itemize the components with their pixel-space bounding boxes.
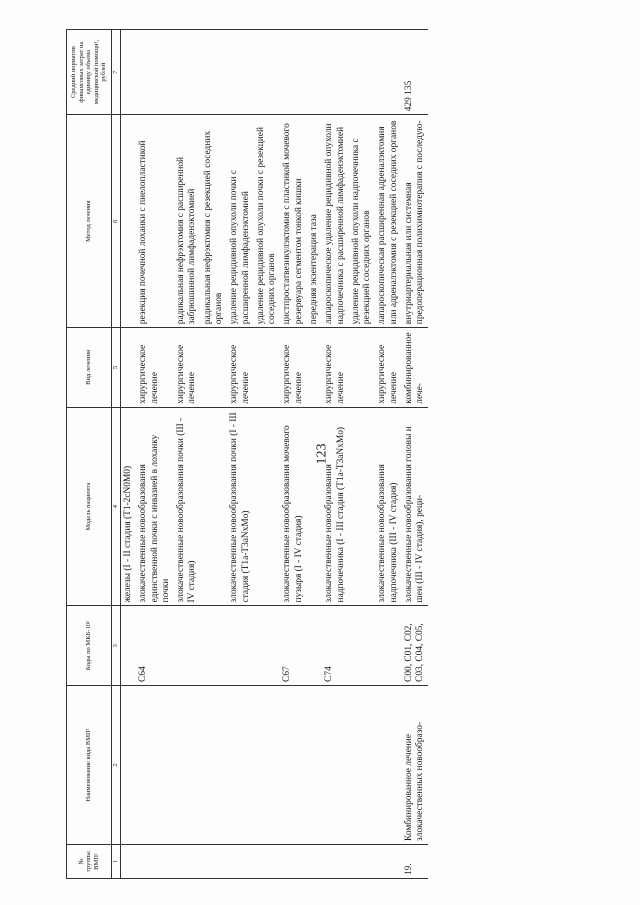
group-number-cell <box>375 844 402 878</box>
vmp-name-cell <box>322 685 349 844</box>
treatment-type-cell: хирургическое лечение <box>375 328 402 408</box>
vmp-name-cell <box>227 685 254 844</box>
treatment-method-cell: передняя экзентерация таза <box>307 115 322 328</box>
treatment-method-cell: цистпростатвезикулэктомия с пластикой мочевого резервуара сегментом тонкой кишки <box>280 115 307 328</box>
treatment-method-cell: удаление рецидивной опухоли почки с расширенной лимфаденэктомией <box>227 115 254 328</box>
column-number: 7 <box>112 30 121 115</box>
header-icd-codes: Коды по МКБ-10² <box>67 606 112 686</box>
column-number: 4 <box>112 407 121 606</box>
header-group-number: № группы ВМП¹ <box>67 844 112 878</box>
column-number: 3 <box>112 606 121 686</box>
table-row <box>322 30 349 879</box>
treatment-method-cell: радикальная нефрэктомия с резекцией соседних органов <box>201 115 228 328</box>
patient-model-cell <box>254 407 281 606</box>
treatment-type-cell <box>307 328 322 408</box>
table-row <box>201 30 228 879</box>
group-number-cell: 19. <box>402 844 429 878</box>
patient-model-cell: злокачественные новообразования мочевого пузыря (I - IV стадия) <box>280 407 307 606</box>
header-vmp-name: Наименование вида ВМП¹ <box>67 685 112 844</box>
icd-code-cell <box>254 606 281 686</box>
treatment-type-cell: хирургическое лечение <box>280 328 307 408</box>
icd-code-cell: C74 <box>322 606 349 686</box>
treatment-type-cell: хирургическое лечение <box>227 328 254 408</box>
icd-code-cell <box>227 606 254 686</box>
table-row <box>375 30 402 879</box>
average-cost-cell <box>201 30 228 115</box>
treatment-method-cell: внутриартериальная или системная предоперационная полихимиотерапия с последую- <box>402 115 429 328</box>
group-number-cell <box>254 844 281 878</box>
treatment-type-cell: хирургическое лечение <box>174 328 201 408</box>
treatment-method-cell: резекция почечной лоханки с пиелопластикой <box>136 115 174 328</box>
group-number-cell <box>227 844 254 878</box>
group-number-cell <box>201 844 228 878</box>
treatment-method-cell: удаление рецидивной опухоли почки с резекцией соседних органов <box>254 115 281 328</box>
header-patient-model: Модель пациента <box>67 407 112 606</box>
treatment-method-cell: лапароскопическая расширенная адреналэктомия или адреналэктомия с резекцией соседних органов <box>375 115 402 328</box>
group-number-cell <box>322 844 349 878</box>
average-cost-cell <box>254 30 281 115</box>
group-number-cell <box>174 844 201 878</box>
average-cost-cell <box>375 30 402 115</box>
patient-model-cell <box>201 407 228 606</box>
icd-code-cell <box>201 606 228 686</box>
icd-code-cell <box>375 606 402 686</box>
average-cost-cell <box>227 30 254 115</box>
treatment-method-cell: удаление рецидивной опухоли надпочечника с резекцией соседних органов <box>349 115 376 328</box>
table-row <box>402 30 429 879</box>
icd-code-cell <box>174 606 201 686</box>
table-row <box>121 30 137 879</box>
treatment-type-cell: комбинированное лече- <box>402 328 429 408</box>
column-number-row <box>112 30 121 879</box>
header-treatment-type: Вид лечения <box>67 328 112 408</box>
icd-code-cell: C64 <box>136 606 174 686</box>
column-number: 6 <box>112 115 121 328</box>
patient-model-cell: железы (I - II стадия (T1-2cN0M0) <box>121 407 137 606</box>
patient-model-cell: злокачественные новообразования головы и шеи (III - IV стадия), реци- <box>402 407 429 606</box>
patient-model-cell: злокачественные новообразования почки (I - III стадия (T1a-T3aNxMo) <box>227 407 254 606</box>
column-number: 2 <box>112 685 121 844</box>
header-average-cost: Средний норматив финансовых затрат на единицу объема медицинской помощи³, рублей <box>67 30 112 115</box>
vmp-name-cell <box>136 685 174 844</box>
group-number-cell <box>121 844 137 878</box>
patient-model-cell: злокачественные новообразования надпочечника (III - IV стадия) <box>375 407 402 606</box>
treatment-table <box>66 29 428 879</box>
vmp-name-cell <box>201 685 228 844</box>
average-cost-cell <box>121 30 137 115</box>
table-row <box>280 30 307 879</box>
average-cost-cell <box>349 30 376 115</box>
treatment-method-cell <box>121 115 137 328</box>
vmp-name-cell: Комбинированное лечение злокачественных новообразо- <box>402 685 429 844</box>
table-row <box>349 30 376 879</box>
table-row <box>254 30 281 879</box>
treatment-type-cell <box>254 328 281 408</box>
vmp-name-cell <box>280 685 307 844</box>
vmp-name-cell <box>254 685 281 844</box>
icd-code-cell <box>349 606 376 686</box>
vmp-name-cell <box>349 685 376 844</box>
average-cost-cell <box>322 30 349 115</box>
icd-code-cell <box>307 606 322 686</box>
group-number-cell <box>280 844 307 878</box>
column-number: 1 <box>112 844 121 878</box>
vmp-name-cell <box>375 685 402 844</box>
page-number: 123 <box>314 443 330 465</box>
treatment-type-cell <box>121 328 137 408</box>
table-row <box>174 30 201 879</box>
patient-model-cell: злокачественные новообразования почки (III - IV стадия) <box>174 407 201 606</box>
header-treatment-method: Метод лечения <box>67 115 112 328</box>
patient-model-cell: злокачественные новообразования единственной почки с инвазией в лоханку почки <box>136 407 174 606</box>
group-number-cell <box>349 844 376 878</box>
group-number-cell <box>136 844 174 878</box>
table-row <box>136 30 174 879</box>
treatment-method-cell: радикальная нефрэктомия с расширенной забрюшинной лимфаденэктомией <box>174 115 201 328</box>
treatment-type-cell: хирургическое лечение <box>322 328 349 408</box>
vmp-name-cell <box>174 685 201 844</box>
treatment-method-cell: лапароскопическое удаление рецидивной опухоли надпочечника с расширенной лимфаденэктомией <box>322 115 349 328</box>
average-cost-cell: 429 135 <box>402 30 429 115</box>
treatment-type-cell: хирургическое лечение <box>136 328 174 408</box>
treatment-type-cell <box>349 328 376 408</box>
table-header-row <box>67 30 112 879</box>
average-cost-cell <box>280 30 307 115</box>
table-row <box>307 30 322 879</box>
vmp-name-cell <box>307 685 322 844</box>
average-cost-cell <box>307 30 322 115</box>
column-number: 5 <box>112 328 121 408</box>
icd-code-cell: C67 <box>280 606 307 686</box>
patient-model-cell <box>307 407 322 606</box>
patient-model-cell: злокачественные новообразования надпочечника (I - III стадия (T1a-T3aNxMo) <box>322 407 349 606</box>
table-row <box>227 30 254 879</box>
group-number-cell <box>307 844 322 878</box>
treatment-type-cell <box>201 328 228 408</box>
table-body <box>121 30 429 879</box>
average-cost-cell <box>174 30 201 115</box>
icd-code-cell: C00, C01, C02, C03, C04, C05, <box>402 606 429 686</box>
vmp-name-cell <box>121 685 137 844</box>
average-cost-cell <box>136 30 174 115</box>
icd-code-cell <box>121 606 137 686</box>
patient-model-cell <box>349 407 376 606</box>
